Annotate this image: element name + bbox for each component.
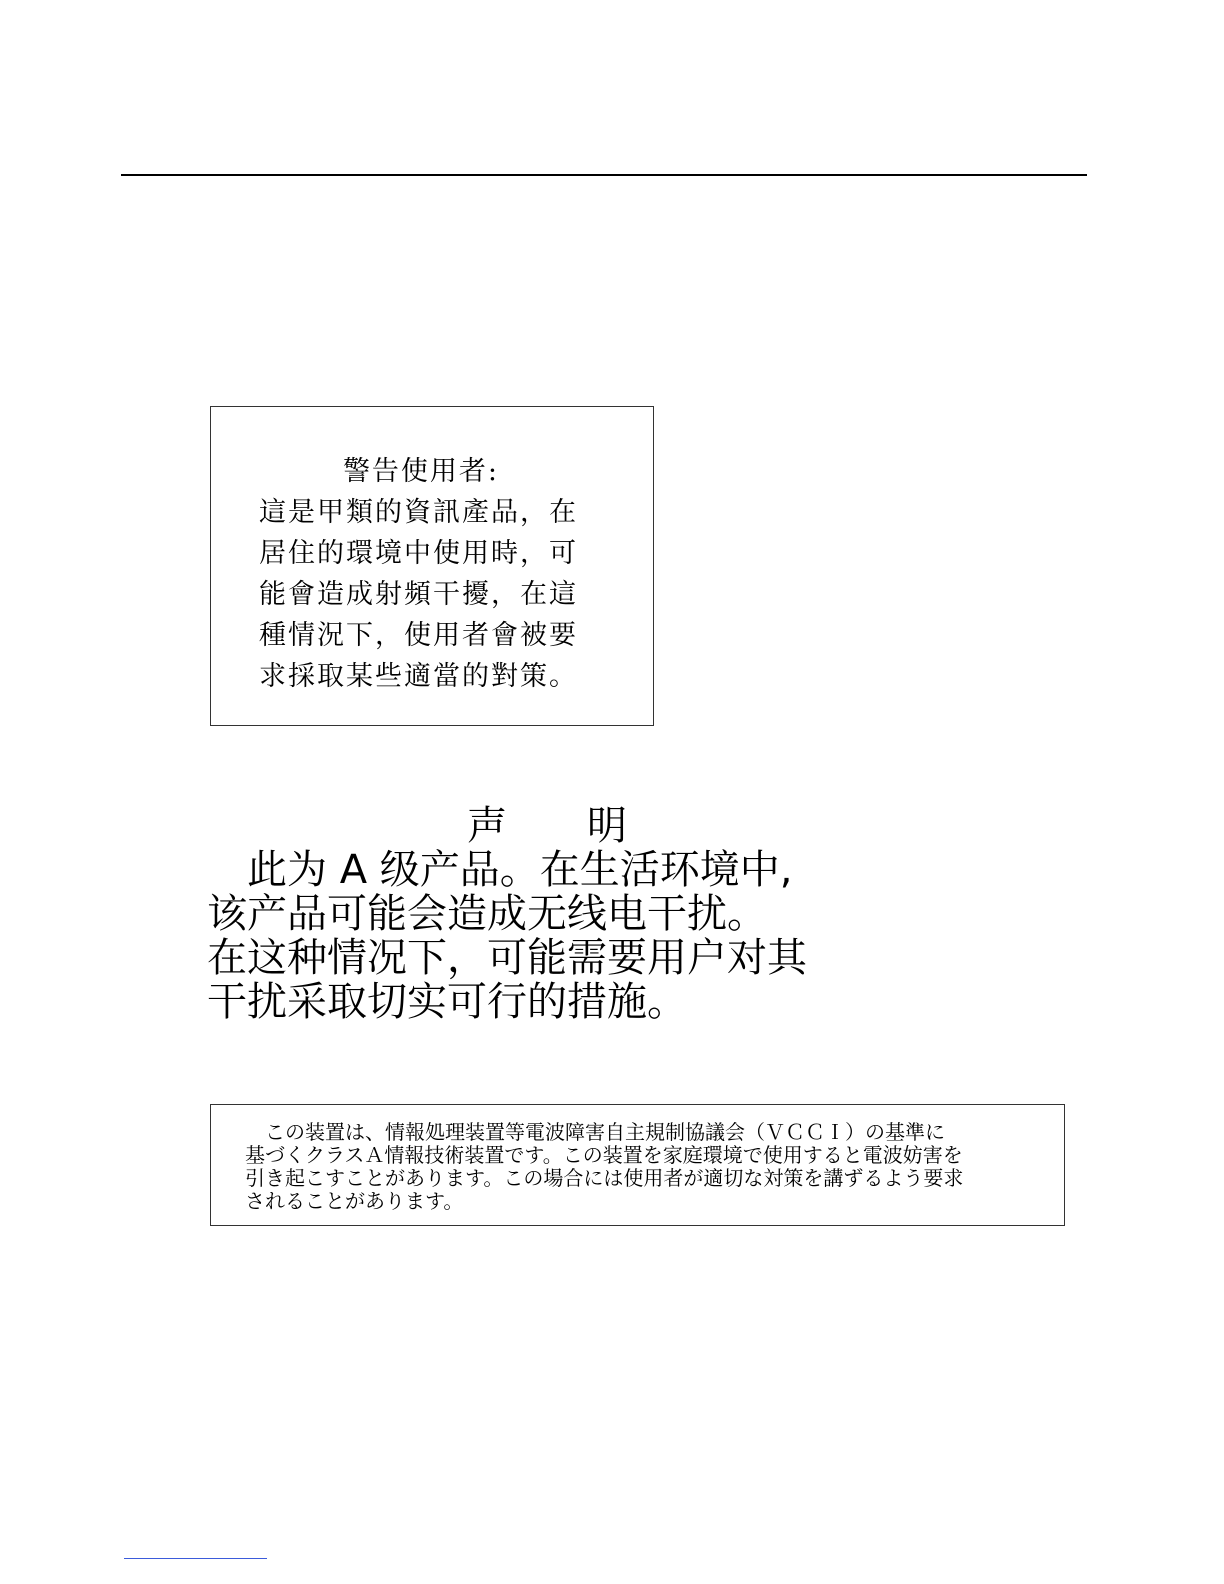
japan-vcci-notice-text <box>245 1121 1055 1213</box>
china-statement-line: 在这种情况下，可能需要用户对其 <box>207 935 807 981</box>
japan-notice-line: この装置は、情報処理装置等電波障害自主規制協議会（ＶＣＣＩ）の基準に <box>245 1120 945 1144</box>
japan-notice-line: 基づくクラスＡ情報技術装置です。この装置を家庭環境で使用すると電波妨害を <box>245 1143 963 1167</box>
bottom-link-underline <box>124 1558 267 1559</box>
china-statement-line: 此为 A 级产品。在生活环境中, <box>207 847 793 893</box>
china-statement-line: 干扰采取切实可行的措施。 <box>207 979 687 1025</box>
taiwan-notice-line: 種情況下，使用者會被要 <box>259 620 578 651</box>
taiwan-notice-title: 警告使用者: <box>342 456 500 487</box>
china-class-a-statement <box>207 804 867 1024</box>
taiwan-notice-line: 求採取某些適當的對策。 <box>259 661 578 692</box>
taiwan-notice-line: 居住的環境中使用時，可 <box>259 538 578 569</box>
china-statement-line: 该产品可能会造成无线电干扰。 <box>207 891 767 937</box>
japan-notice-line: 引き起こすことがあります。この場合には使用者が適切な対策を講ずるよう要求 <box>245 1166 964 1190</box>
top-horizontal-rule <box>121 174 1087 176</box>
taiwan-notice-line: 這是甲類的資訊產品，在 <box>259 497 578 528</box>
japan-vcci-notice-box <box>210 1104 1065 1226</box>
china-statement-title: 声 明 <box>467 803 627 849</box>
taiwan-notice-text <box>259 451 619 697</box>
taiwan-class-a-notice-box <box>210 406 654 726</box>
japan-notice-line: されることがあります。 <box>245 1189 464 1213</box>
taiwan-notice-line: 能會造成射頻干擾，在這 <box>259 579 578 610</box>
